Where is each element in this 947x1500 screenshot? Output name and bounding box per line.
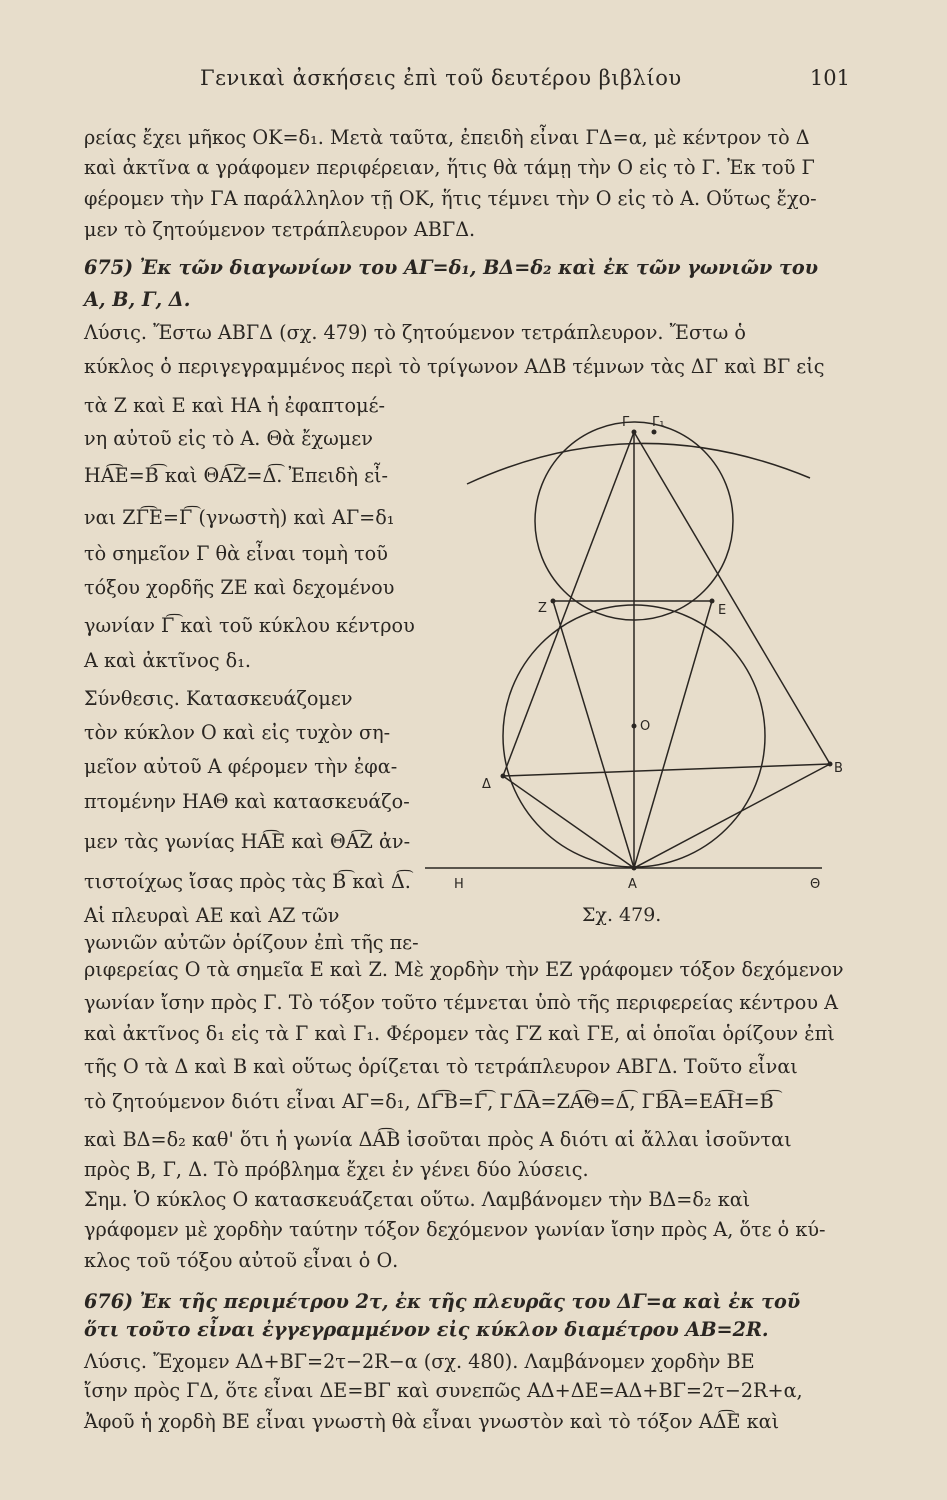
label-A: Α	[628, 877, 637, 892]
text-line: τόξου χορδῆς ΖΕ καὶ δεχομένου	[84, 576, 395, 599]
text-line: γωνίαν ἴσην πρὸς Γ. Τὸ τόξον τοῦτο τέμνεται ὑπὸ τῆς περιφερείας κέντρου Α	[84, 991, 838, 1014]
text-line: γωνιῶν αὐτῶν ὁρίζουν ἐπὶ τῆς πε-	[84, 931, 419, 954]
problem-heading-675: 675) Ἐκ τῶν διαγωνίων του ΑΓ=δ₁, ΒΔ=δ₂ καὶ ἐκ τῶν γωνιῶν του	[84, 256, 819, 279]
text-line: τὸν κύκλον Ο καὶ εἰς τυχὸν ση-	[84, 721, 391, 744]
text-line: καὶ ἀκτῖνα α γράφομεν περιφέρειαν, ἥτις θὰ τάμῃ τὴν Ο εἰς τὸ Γ. Ἐκ τοῦ Γ	[84, 156, 815, 179]
problem-heading-676-cont: ὅτι τοῦτο εἶναι ἐγγεγραμμένον εἰς κύκλον διαμέτρου ΑΒ=2R.	[84, 1318, 769, 1341]
text-line: μεν τὰς γωνίας ΗΑ͡Ε καὶ ΘΑ͡Ζ ἀν-	[84, 830, 411, 853]
text-line: τὸ σημεῖον Γ θὰ εἶναι τομὴ τοῦ	[84, 542, 388, 565]
line-A-E	[634, 601, 712, 868]
text-line: Ἀφοῦ ἡ χορδὴ ΒΕ εἶναι γνωστὴ θὰ εἶναι γνωστὸν καὶ τὸ τόξον ΑΔ͡Ε καὶ	[84, 1410, 780, 1433]
label-Z: Ζ	[538, 601, 547, 616]
text-line: φέρομεν τὴν ΓΑ παράλληλον τῇ ΟΚ, ἥτις τέμνει τὴν Ο εἰς τὸ Α. Οὕτως ἔχο-	[84, 187, 817, 210]
text-line: τὰ Ζ καὶ Ε καὶ ΗΑ ἡ ἐφαπτομέ-	[84, 394, 385, 417]
geometry-figure-479	[410, 408, 843, 908]
line-A-D	[503, 776, 634, 868]
text-line: ριφερείας Ο τὰ σημεῖα Ε καὶ Ζ. Μὲ χορδὴν τὴν ΕΖ γράφομεν τόξον δεχόμενον	[84, 958, 844, 981]
text-line: πτομένην ΗΑΘ καὶ κατασκευάζο-	[84, 790, 410, 813]
text-line: Λύσις. Ἔστω ΑΒΓΔ (σχ. 479) τὸ ζητούμενον τετράπλευρον. Ἔστω ὁ	[84, 321, 746, 344]
text-line: κύκλος ὁ περιγεγραμμένος περὶ τὸ τρίγωνον ΑΔΒ τέμνων τὰς ΔΓ καὶ ΒΓ εἰς	[84, 355, 825, 378]
text-line: γωνίαν Γ͡ καὶ τοῦ κύκλου κέντρου	[84, 614, 415, 637]
label-Gamma1: Γ₁	[652, 415, 665, 430]
line-A-Z	[553, 601, 634, 868]
text-line: γράφομεν μὲ χορδὴν ταύτην τόξον δεχόμενον γωνίαν ἴσην πρὸς Α, ὅτε ὁ κύ-	[84, 1218, 826, 1241]
figure-caption: Σχ. 479.	[582, 904, 662, 926]
line-A-B	[634, 764, 830, 868]
arc-center-A	[467, 443, 810, 484]
text-line: τὸ ζητούμενον διότι εἶναι ΑΓ=δ₁, ΔΓ͡Β=Γ͡, ΓΔ͡Α=ΖΑ͡Θ=Δ͡, ΓΒ͡Α=ΕΑ͡Η=Β͡	[84, 1090, 774, 1113]
text-line: ἴσην πρὸς ΓΔ, ὅτε εἶναι ΔΕ=ΒΓ καὶ συνεπῶς ΑΔ+ΔΕ=ΑΔ+ΒΓ=2τ−2R+α,	[84, 1379, 803, 1402]
text-line: πρὸς Β, Γ, Δ. Τὸ πρόβλημα ἔχει ἐν γένει δύο λύσεις.	[84, 1158, 589, 1181]
text-line: Λύσις. Ἔχομεν ΑΔ+ΒΓ=2τ−2R−α (σχ. 480). Λαμβάνομεν χορδὴν ΒΕ	[84, 1350, 755, 1373]
label-Delta: Δ	[482, 777, 491, 792]
text-line: τιστοίχως ἴσας πρὸς τὰς Β͡ καὶ Δ͡.	[84, 870, 411, 893]
text-line: τῆς Ο τὰ Δ καὶ Β καὶ οὕτως ὁρίζεται τὸ τετράπλευρον ΑΒΓΔ. Τοῦτο εἶναι	[84, 1055, 798, 1078]
page-number: 101	[809, 66, 850, 90]
text-line: Σημ. Ὁ κύκλος Ο κατασκευάζεται οὕτω. Λαμβάνομεν τὴν ΒΔ=δ₂ καὶ	[84, 1188, 751, 1211]
text-line: κλος τοῦ τόξου αὐτοῦ εἶναι ὁ Ο.	[84, 1249, 399, 1272]
running-title: Γενικαὶ ἀσκήσεις ἐπὶ τοῦ δευτέρου βιβλίου	[200, 66, 682, 90]
label-H: Η	[454, 877, 464, 892]
label-Theta: Θ	[810, 877, 821, 892]
label-B: Β	[834, 761, 843, 776]
line-Gamma-D	[503, 432, 634, 776]
problem-heading-675-cont: Α, Β, Γ, Δ.	[84, 288, 191, 311]
text-line: Αἱ πλευραὶ ΑΕ καὶ ΑΖ τῶν	[84, 904, 340, 927]
text-line: μεν τὸ ζητούμενον τετράπλευρον ΑΒΓΔ.	[84, 218, 476, 241]
text-line: ναι ΖΓ͡Ε=Γ͡ (γνωστὴ) καὶ ΑΓ=δ₁	[84, 506, 395, 529]
label-Gamma: Γ	[622, 415, 630, 430]
label-E: Ε	[718, 603, 727, 618]
label-O: Ο	[640, 719, 651, 734]
problem-heading-676: 676) Ἐκ τῆς περιμέτρου 2τ, ἐκ τῆς πλευρᾶς του ΔΓ=α καὶ ἐκ τοῦ	[84, 1290, 801, 1313]
text-line: μεῖον αὐτοῦ Α φέρομεν τὴν ἐφα-	[84, 755, 398, 778]
text-line: ΗΑ͡Ε=Β͡ καὶ ΘΑ͡Ζ=Δ͡. Ἐπειδὴ εἶ-	[84, 464, 389, 487]
text-line: καὶ ἀκτῖνος δ₁ εἰς τὰ Γ καὶ Γ₁. Φέρομεν τὰς ΓΖ καὶ ΓΕ, αἱ ὁποῖαι ὁρίζουν ἐπὶ	[84, 1022, 835, 1045]
text-line: νη αὐτοῦ εἰς τὸ Α. Θὰ ἔχωμεν	[84, 427, 373, 450]
line-Gamma-B	[634, 432, 830, 764]
chord-DB	[503, 764, 830, 776]
text-line: ρείας ἔχει μῆκος ΟΚ=δ₁. Μετὰ ταῦτα, ἐπειδὴ εἶναι ΓΔ=α, μὲ κέντρον τὸ Δ	[84, 126, 810, 149]
text-line: Α καὶ ἀκτῖνος δ₁.	[84, 649, 252, 672]
text-line: Σύνθεσις. Κατασκευάζομεν	[84, 687, 353, 710]
text-line: καὶ ΒΔ=δ₂ καθ' ὅτι ἡ γωνία ΔΑ͡Β ἰσοῦται πρὸς Α διότι αἱ ἄλλαι ἰσοῦνται	[84, 1128, 792, 1151]
